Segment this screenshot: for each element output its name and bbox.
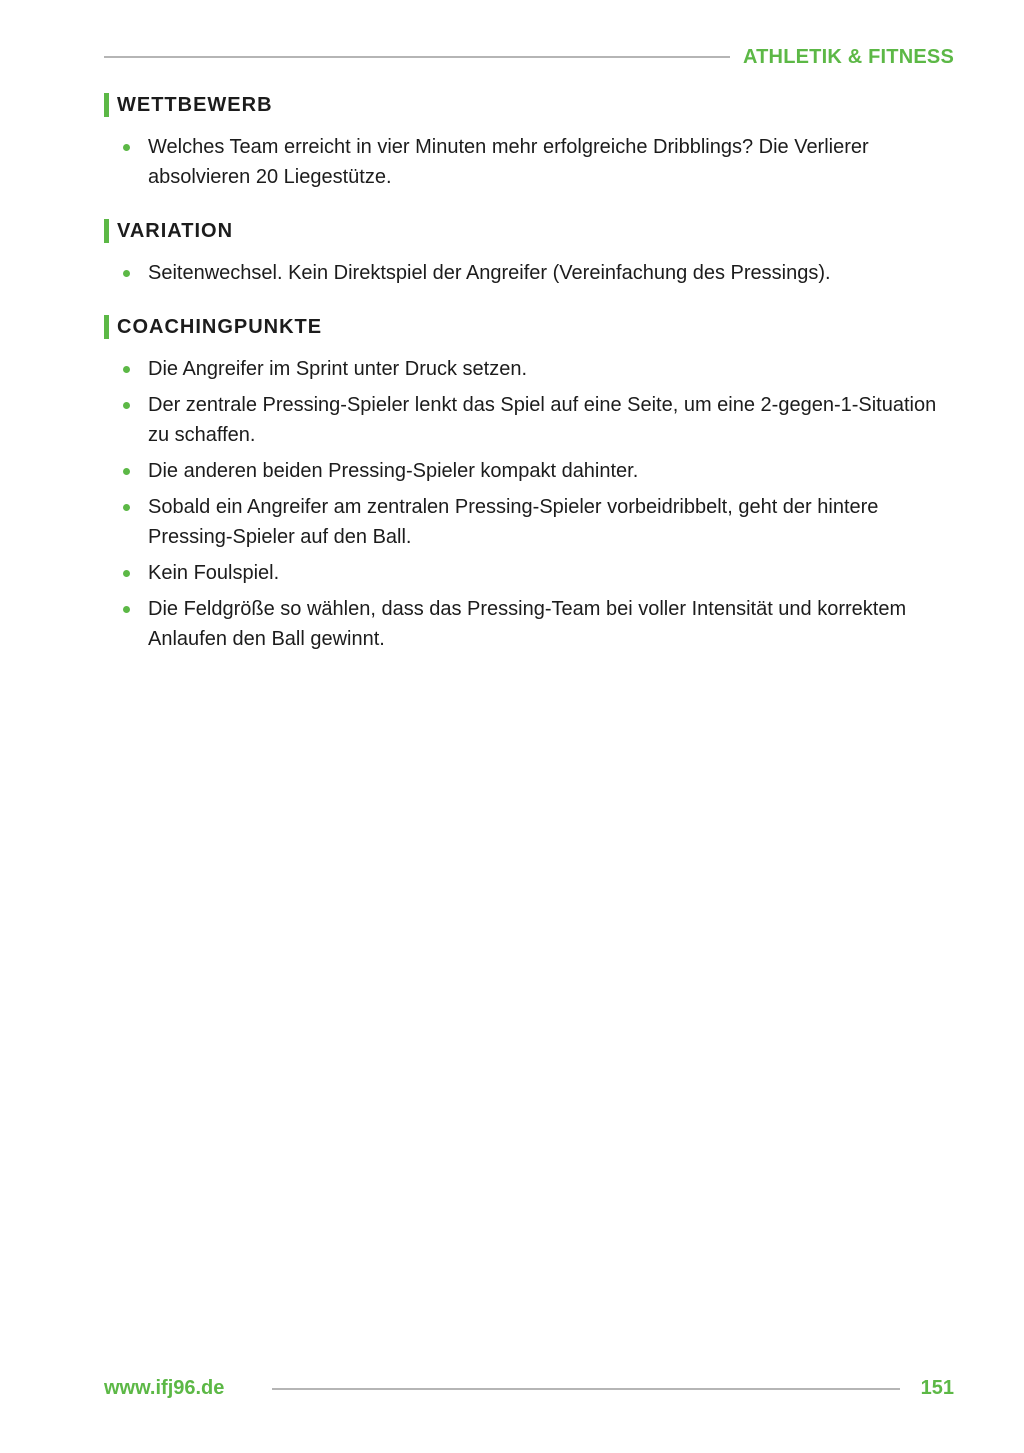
heading-accent-bar (104, 219, 109, 243)
heading-accent-bar (104, 93, 109, 117)
list-item (104, 132, 954, 192)
list-item (104, 390, 954, 450)
list-item-text: Der zentrale Pressing-Spieler lenkt das Spiel auf eine Seite, um eine 2-gegen-1-Situation zu schaffen. (148, 394, 937, 446)
list-item-text: Kein Foulspiel. (148, 562, 280, 584)
section-heading-text: VARIATION (117, 219, 234, 242)
bullet-icon (123, 366, 130, 373)
list-item-text: Welches Team erreicht in vier Minuten mehr erfolgreiche Dribblings? Die Verlierer absolvieren 20 Liegestütze. (148, 136, 869, 188)
section-heading (104, 218, 954, 244)
list-item (104, 558, 954, 588)
list-item (104, 594, 954, 654)
list-item-text: Die anderen beiden Pressing-Spieler kompakt dahinter. (148, 460, 639, 482)
list-item-text: Die Angreifer im Sprint unter Druck setzen. (148, 358, 528, 380)
bullet-list (104, 354, 954, 654)
bullet-list (104, 132, 954, 192)
list-item (104, 456, 954, 486)
bullet-icon (123, 606, 130, 613)
bullet-icon (123, 270, 130, 277)
heading-accent-bar (104, 315, 109, 339)
bullet-icon (123, 570, 130, 577)
section-heading-text: COACHINGPUNKTE (117, 315, 323, 338)
section-heading (104, 92, 954, 118)
section-variation (104, 218, 954, 288)
list-item (104, 258, 954, 288)
section-coachingpunkte (104, 314, 954, 654)
running-header-title: ATHLETIK & FITNESS (742, 46, 954, 68)
list-item (104, 354, 954, 384)
section-wettbewerb (104, 92, 954, 192)
bullet-icon (123, 468, 130, 475)
page-content (104, 92, 954, 680)
section-heading-text: WETTBEWERB (117, 93, 273, 116)
footer-rule (272, 1388, 900, 1390)
bullet-list (104, 258, 954, 288)
list-item-text: Sobald ein Angreifer am zentralen Pressing-Spieler vorbeidribbelt, geht der hintere Pressing-Spieler auf den Ball. (148, 496, 879, 548)
page-number: 151 (920, 1377, 954, 1399)
footer-website-link[interactable]: www.ifj96.de (104, 1377, 225, 1399)
section-heading (104, 314, 954, 340)
bullet-icon (123, 504, 130, 511)
bullet-icon (123, 144, 130, 151)
list-item-text: Die Feldgröße so wählen, dass das Pressing-Team bei voller Intensität und korrektem Anlaufen den Ball gewinnt. (148, 598, 907, 650)
bullet-icon (123, 402, 130, 409)
header-rule (104, 56, 730, 58)
list-item (104, 492, 954, 552)
list-item-text: Seitenwechsel. Kein Direktspiel der Angreifer (Vereinfachung des Pressings). (148, 262, 831, 284)
